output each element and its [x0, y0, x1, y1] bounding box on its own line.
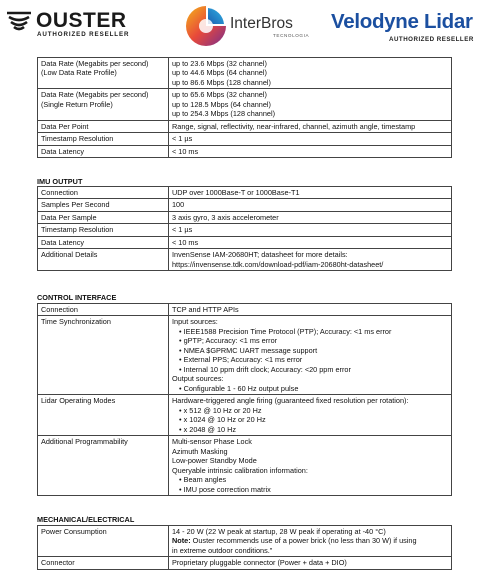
row-value — [169, 187, 452, 199]
table-row — [38, 236, 452, 248]
bullet-item: • External PPS; Accuracy: <1 ms error — [179, 355, 303, 365]
value-text: Low-power Standby Mode — [172, 456, 257, 466]
row-value — [169, 145, 452, 157]
value-text: Hardware-triggered angle firing (guaranteed fixed resolution per rotation): — [172, 396, 409, 406]
row-key — [38, 395, 169, 436]
key-text: Data Latency — [41, 237, 84, 247]
key-text: Connection — [41, 188, 78, 197]
key-text: Timestamp Resolution — [41, 134, 114, 144]
value-text: < 10 ms — [172, 146, 199, 156]
bullet-item: • Beam angles — [179, 475, 227, 485]
header-logos — [0, 0, 480, 50]
row-key — [38, 89, 169, 120]
row-key — [38, 224, 169, 236]
row-key — [38, 58, 169, 89]
interbros-mark-icon — [184, 4, 228, 48]
key-text: Lidar Operating Modes — [41, 396, 116, 406]
ouster-tagline: AUTHORIZED RESELLER — [37, 31, 130, 38]
row-key — [38, 211, 169, 223]
row-value — [169, 120, 452, 132]
velodyne-logo — [331, 9, 477, 47]
table-row — [38, 526, 452, 557]
value-text: Output sources: — [172, 374, 224, 384]
row-key: Connector — [38, 557, 169, 569]
ouster-mark-icon — [6, 10, 32, 32]
key-text: Additional Details — [41, 250, 98, 260]
key-text: Additional Programmability — [41, 437, 128, 447]
row-key — [38, 236, 169, 248]
bullet-item: • IMU pose correction matrix — [179, 484, 271, 494]
table-row — [38, 249, 452, 271]
imu-section-title: IMU OUTPUT — [37, 177, 83, 186]
key-text: Data Per Point — [41, 121, 89, 131]
table-row — [38, 211, 452, 223]
row-key — [38, 145, 169, 157]
table-row — [38, 557, 452, 569]
key-text: Samples Per Second — [41, 200, 110, 210]
value-text: up to 86.6 Mbps (128 channel) — [172, 77, 271, 87]
lidar-data-table — [37, 57, 452, 158]
velodyne-tagline: AUTHORIZED RESELLER — [389, 36, 474, 43]
row-value — [169, 526, 452, 557]
value-text: < 1 µs — [172, 225, 193, 235]
row-value: Proprietary pluggable connector (Power + data + DIO) — [169, 557, 452, 569]
key-text: (Single Return Profile) — [41, 99, 113, 109]
value-text: Azimuth Masking — [172, 446, 228, 456]
row-value — [169, 58, 452, 89]
ouster-logo — [6, 10, 156, 42]
value-text: up to 128.5 Mbps (64 channel) — [172, 99, 271, 109]
value-text: TCP and HTTP APIs — [172, 305, 239, 314]
value-text: up to 65.6 Mbps (32 channel) — [172, 90, 267, 100]
bullet-item: • NMEA $GPRMC UART message support — [179, 345, 318, 355]
bullet-item: • gPTP; Accuracy: <1 ms error — [179, 336, 278, 346]
value-text: up to 254.3 Mbps (128 channel) — [172, 109, 276, 119]
mech-section-title: MECHANICAL/ELECTRICAL — [37, 515, 135, 524]
row-key — [38, 436, 169, 496]
imu-table — [37, 186, 452, 271]
power-note-line — [172, 536, 448, 545]
value-text: up to 23.6 Mbps (32 channel) — [172, 59, 267, 68]
row-value — [169, 224, 452, 236]
row-key — [38, 316, 169, 395]
row-value — [169, 249, 452, 271]
bullet-item: • x 1024 @ 10 Hz or 20 Hz — [179, 415, 266, 425]
value-text: 3 axis gyro, 3 axis accelerometer — [172, 212, 279, 222]
interbros-logo — [184, 4, 324, 50]
bullet-item: • Internal 10 ppm drift clock; Accuracy: <20 ppm error — [179, 364, 351, 374]
table-row — [38, 395, 452, 436]
value-text: https://invensense.tdk.com/download-pdf/iam-20680ht-datasheet/ — [172, 259, 384, 269]
table-row — [38, 133, 452, 145]
value-text: Queryable intrinsic calibration information: — [172, 465, 308, 475]
row-key — [38, 187, 169, 199]
control-section-title: CONTROL INTERFACE — [37, 293, 117, 302]
value-text: UDP over 1000Base-T or 1000Base-T1 — [172, 188, 300, 197]
value-text: Input sources: — [172, 317, 218, 327]
note-label: Note: — [172, 536, 191, 546]
row-key — [38, 133, 169, 145]
table-row — [38, 199, 452, 211]
power-line: 14 - 20 W (22 W peak at startup, 28 W peak if operating at -40 °C) — [172, 527, 386, 536]
bullet-item: • x 2048 @ 10 Hz — [179, 424, 237, 434]
mech-table — [37, 525, 452, 570]
interbros-wordmark: InterBros — [230, 15, 293, 32]
table-row — [38, 120, 452, 132]
table-row — [38, 316, 452, 395]
table-row — [38, 436, 452, 496]
value-text: < 10 ms — [172, 237, 199, 247]
value-text: InvenSense IAM-20680HT; datasheet for more details: — [172, 250, 348, 260]
value-text: < 1 µs — [172, 134, 193, 144]
bullet-item: • x 512 @ 10 Hz or 20 Hz — [179, 405, 262, 415]
bullet-item: • IEEE1588 Precision Time Protocol (PTP); Accuracy: <1 ms error — [179, 326, 392, 336]
key-text: Data Rate (Megabits per second) — [41, 59, 149, 68]
ouster-wordmark: OUSTER — [36, 9, 127, 32]
bullet-item: • Configurable 1 - 60 Hz output pulse — [179, 383, 299, 393]
row-key — [38, 304, 169, 316]
table-row — [38, 304, 452, 316]
key-text: (Low Data Rate Profile) — [41, 68, 117, 78]
row-key — [38, 249, 169, 271]
table-row — [38, 145, 452, 157]
power-line: in extreme outdoor conditions." — [172, 545, 273, 555]
key-text: Data Per Sample — [41, 212, 97, 222]
interbros-tagline: TECNOLOGIA — [273, 33, 310, 38]
key-text: Data Rate (Megabits per second) — [41, 90, 149, 100]
value-text: Multi-sensor Phase Lock — [172, 437, 252, 447]
table-row — [38, 89, 452, 120]
value-text: Range, signal, reflectivity, near-infrared, channel, azimuth angle, timestamp — [172, 121, 416, 131]
table-row — [38, 58, 452, 89]
row-value — [169, 199, 452, 211]
row-value — [169, 395, 452, 436]
row-key — [38, 199, 169, 211]
row-key: Power Consumption — [38, 526, 169, 557]
row-value — [169, 236, 452, 248]
control-table — [37, 303, 452, 496]
table-row — [38, 187, 452, 199]
key-text: Data Latency — [41, 146, 84, 156]
velodyne-wordmark: Velodyne Lidar — [331, 10, 473, 33]
key-text: Time Synchronization — [41, 317, 111, 327]
row-value — [169, 436, 452, 496]
row-value — [169, 304, 452, 316]
value-text: up to 44.6 Mbps (64 channel) — [172, 68, 267, 78]
row-value — [169, 89, 452, 120]
row-value — [169, 133, 452, 145]
value-text: 100 — [172, 200, 185, 210]
key-text: Connection — [41, 305, 78, 314]
key-text: Timestamp Resolution — [41, 225, 114, 235]
row-value — [169, 316, 452, 395]
table-row — [38, 224, 452, 236]
note-text: Ouster recommends use of a power brick (no less than 30 W) if using — [190, 536, 417, 546]
row-key — [38, 120, 169, 132]
row-value — [169, 211, 452, 223]
